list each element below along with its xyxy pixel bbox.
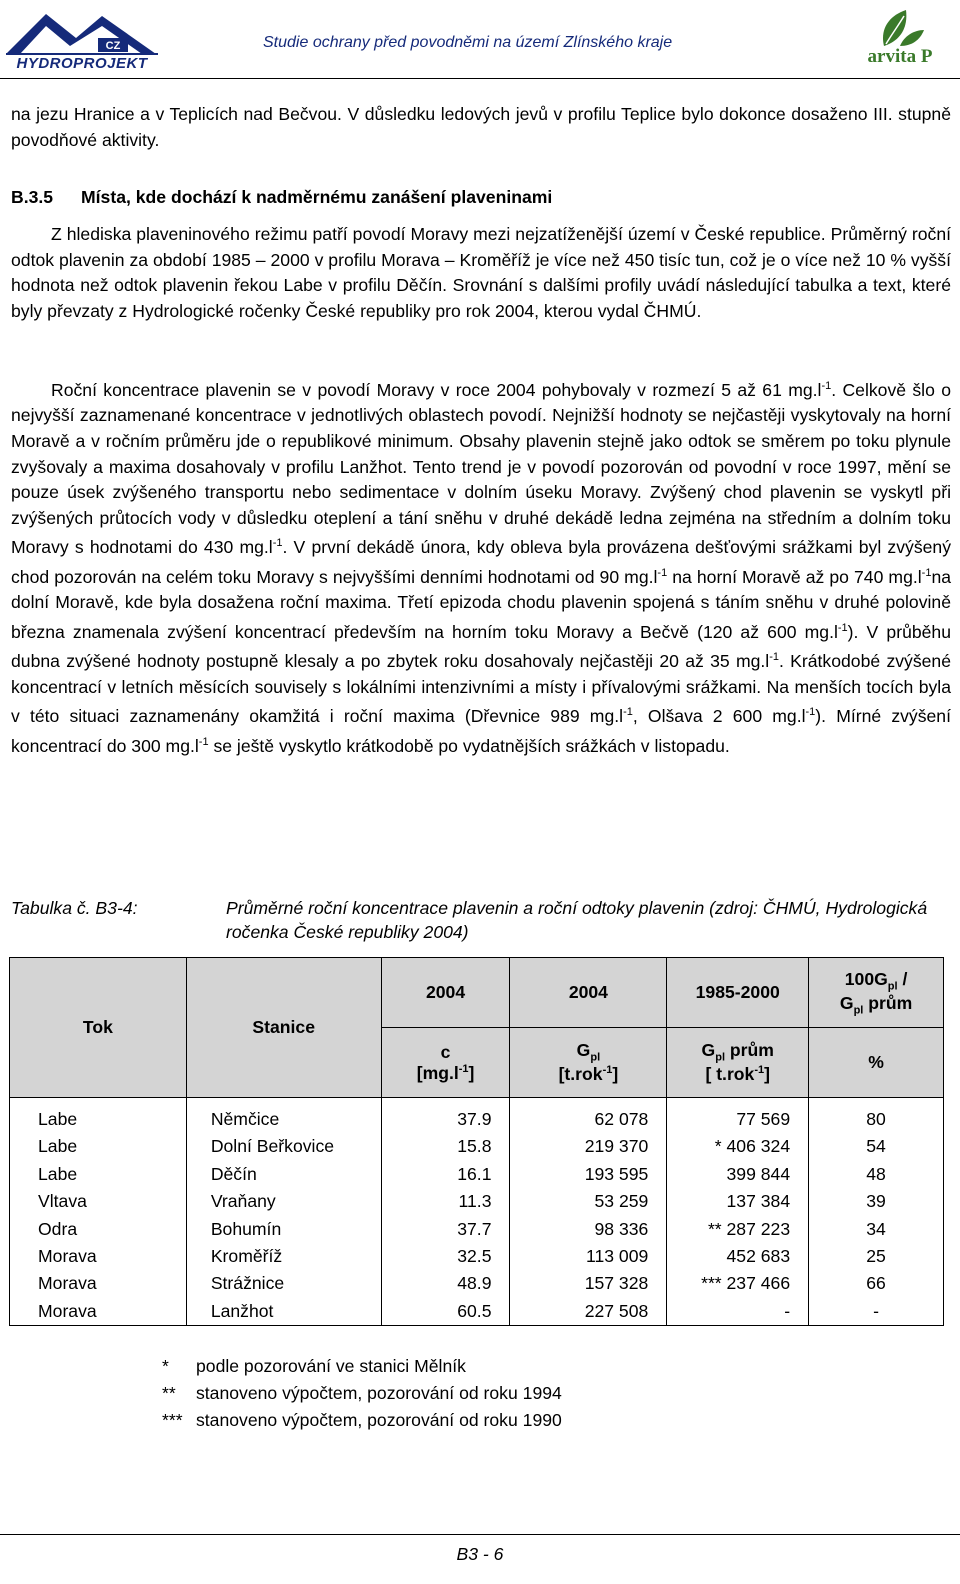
leaf-icon: [850, 6, 950, 50]
sediment-table: [9, 957, 944, 1326]
section-title: Místa, kde dochází k nadměrnému zanášení plaveninami: [81, 187, 553, 207]
col-header-pct: %: [809, 1028, 944, 1098]
col-header-ratio: $100G_{pl}$ / $G_{pl}$ prům: [809, 958, 944, 1028]
table-row: Morava Strážnice 48.9 157 328 *** 237 466 66: [10, 1270, 944, 1297]
col-header-period: 1985-2000: [667, 958, 809, 1028]
col-header-g: $G_{pl}$ [t.rok$^{-1}$]: [510, 1028, 667, 1098]
col-header-c: c $[mg.l^{-1}]$: [381, 1028, 510, 1098]
table-row: Odra Bohumín 37.7 98 336 ** 287 223 34: [10, 1216, 944, 1243]
arvita-logo: [850, 6, 950, 72]
paragraph-1: Z hlediska plaveninového režimu patří povodí Moravy mezi nejzatíženější území v České republice. Průměrný roční odtok plavenin za období 1985 – 2000 v profilu Morava – Kroměříž je více než 450 tisíc tun, což je o více než 10 % vyšší hodnota než odtok plavenin řekou Labe v profilu Děčín. Srovnání s dalšími profily uvádí následující tabulka a text, které byly převzaty z Hydrologické ročenky České republiky pro rok 2004, kterou vydal ČHMÚ.: [11, 224, 951, 321]
svg-text:CZ: CZ: [105, 40, 121, 52]
col-header-tok: Tok: [10, 958, 187, 1098]
footnote: *** stanoveno výpočtem, pozorování od roku 1990: [162, 1410, 562, 1430]
header-divider: [0, 78, 960, 79]
hydroprojekt-logo: [6, 8, 158, 72]
header-title: Studie ochrany před povodněmi na území Zlínského kraje: [263, 34, 673, 51]
col-header-year-c: 2004: [381, 958, 510, 1028]
footer-divider: [0, 1534, 960, 1535]
table-row: Labe Děčín 16.1 193 595 399 844 48: [10, 1161, 944, 1188]
page-header: [0, 0, 960, 80]
intro-paragraph: na jezu Hranice a v Teplicích nad Bečvou. V důsledku ledových jevů v profilu Teplice bylo dokonce dosaženo III. stupně povodňové aktivity.: [11, 104, 951, 150]
logo-left-text: HYDROPROJEKT: [16, 55, 148, 72]
section-number: B.3.5: [11, 187, 54, 207]
section-heading: [11, 185, 552, 211]
col-header-gp: $G_{pl}$ prům [ t.rok$^{-1}$]: [667, 1028, 809, 1098]
table-row: Vltava Vraňany 11.3 53 259 137 384 39: [10, 1188, 944, 1215]
col-header-year-g: 2004: [510, 958, 667, 1028]
footnote: * podle pozorování ve stanici Mělník: [162, 1356, 466, 1376]
paragraph-2: Roční koncentrace plavenin se v povodí Moravy v roce 2004 pohybovaly v rozmezí 5 až 61 $mg.l^{-1}$. Celkově šlo o nejvyšší zaznamenané koncentrace v jednotlivých oblastech povodí. Nejnižší hodnoty se nejčastěji vyskytovaly na horní Moravě a v ročním průměru jde o republikové minimum. Obsahy plavenin stejně jako odtok se směrem po toku plynule zvyšovaly a maxima dosahovaly v profilu Lanžhot. Tento trend je v povodí pozorován od povodní v roce 1997, mění se pouze úsek zvýšeného transportu nebo sedimentace v dolním úseku Moravy. Zvýšený chod plavenin se vyskytl při zvýšených průtocích vody v důsledku oteplení a tání sněhu v druhé dekádě ledna zejména na středním a dolním toku Moravy s hodnotami do 430 $mg.l^{-1}$. V první dekádě února, kdy obleva byla provázena dešťovými srážkami byl zvýšený chod pozorován na celém toku Moravy s nejvyššími denními hodnotami od 90 $mg.l^{-1}$ na horní Moravě až po 740 $mg.l^{-1}na$ dolní Moravě, kde byla dosažena roční maxima. Třetí epizoda chodu plavenin spojená s táním sněhu v druhé polovině března znamenala zvýšení koncentrací především na horním toku Moravy a Bečvě (120 až 600 $mg.l^{-1}$). V průběhu dubna zvýšené hodnoty postupně klesaly a po zbytek roku dosahovaly nejčastěji 20 až 35 $mg.l^{-1}$. Krátkodobé zvýšené koncentrací v letních měsících souvisely s lokálními intenzivními a místy i přívalovými srážkami. Na menších tocích byla v této situaci zaznamenány okamžitá i roční maxima (Dřevnice 989 $mg.l^{-1}$, Olšava 2 600 $mg.l^{-1}$). Mírné zvýšení koncentrací do 300 $mg.l^{-1}$ se ještě vyskytlo krátkodobě po vydatnějších srážkách v listopadu.: [11, 379, 952, 756]
page-number: B3 - 6: [456, 1544, 504, 1564]
table-row: Labe Němčice 37.9 62 078 77 569 80: [10, 1106, 944, 1133]
footnote: ** stanoveno výpočtem, pozorování od roku 1994: [162, 1383, 562, 1403]
table-caption-label: Tabulka č. B3-4:: [11, 898, 138, 918]
logo-right-text: arvita P: [867, 46, 933, 67]
hydroprojekt-emblem-icon: [6, 8, 158, 56]
table-caption-text: Průměrné roční koncentrace plavenin a roční odtoky plavenin (zdroj: ČHMÚ, Hydrologická ročenka České republiky 2004): [226, 898, 928, 942]
table-row: Labe Dolní Beřkovice 15.8 219 370 * 406 324 54: [10, 1133, 944, 1160]
col-header-stanice: Stanice: [186, 958, 381, 1098]
table-row: Morava Lanžhot 60.5 227 508 - -: [10, 1298, 944, 1326]
table-row: Morava Kroměříž 32.5 113 009 452 683 25: [10, 1243, 944, 1270]
